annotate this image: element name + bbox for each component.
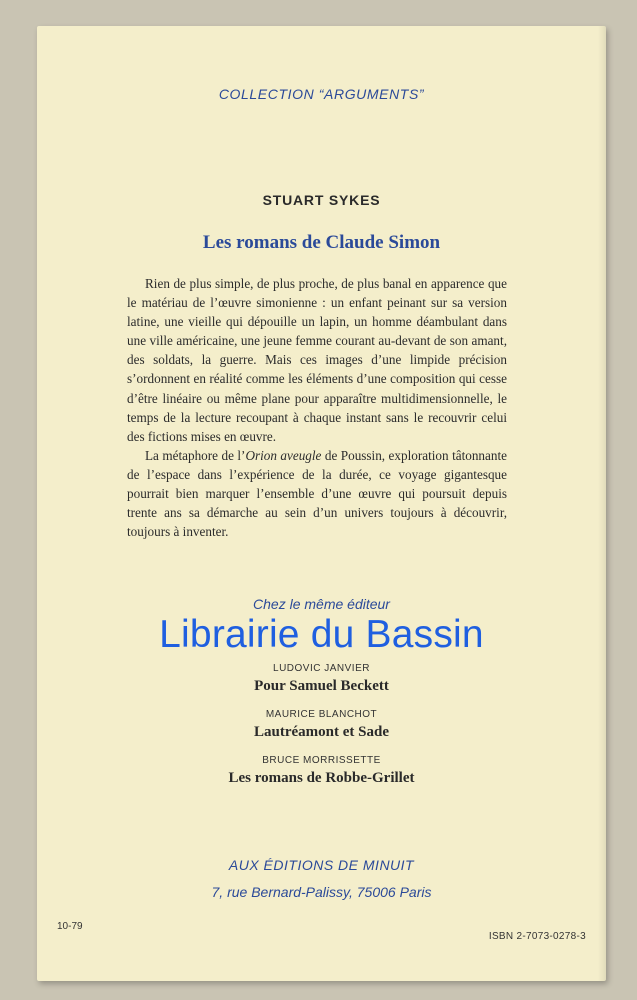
book-author: STUART SYKES [262, 192, 381, 208]
other-book-title-1: Pour Samuel Beckett [254, 678, 389, 694]
print-code: 10-79 [57, 921, 83, 932]
blurb-text [127, 274, 507, 541]
book-title: Les romans de Claude Simon [202, 232, 441, 253]
bookseller-watermark: Librairie du Bassin [159, 613, 484, 656]
other-book-author-1: LUDOVIC JANVIER [273, 663, 370, 674]
isbn: ISBN 2-7073-0278-3 [488, 931, 586, 942]
same-publisher-heading: Chez le même éditeur [253, 596, 390, 612]
publisher-address: 7, rue Bernard-Palissy, 75006 Paris [211, 884, 432, 900]
other-book-author-2: MAURICE BLANCHOT [265, 709, 378, 720]
blurb-artwork-title: Orion aveugle [245, 447, 322, 463]
book-back-cover [37, 26, 606, 981]
blurb-paragraph-2 [127, 446, 507, 541]
collection-name: COLLECTION “ARGUMENTS” [218, 86, 425, 102]
other-book-title-3: Les romans de Robbe-Grillet [228, 770, 415, 786]
publisher-name: AUX ÉDITIONS DE MINUIT [228, 857, 415, 873]
blurb-paragraph-1: Rien de plus simple, de plus proche, de plus banal en apparence que le matériau de l’œuvre simonienne : un enfant peinant sur sa version latine, une vieille qui dépouille un lapin, un homme déambulant dans une ville américaine, une jeune femme courant au-devant de son amant, des soldats, la guerre. Mais ces images d’une limpide précision s’ordonnent en réalité comme les éléments d’une composition qui cesse d’être linéaire ou même plane pour apparaître multidimensionnelle, le temps de la lecture recoupant à chaque instant sans le recouvrir celui des fictions mises en œuvre. [127, 276, 507, 444]
other-book-title-2: Lautréamont et Sade [254, 724, 389, 740]
blurb-p2-end: de Poussin, exploration tâtonnante de l’espace dans l’expérience de la durée, ce voyage gigantesque pourrait bien marquer l’ensemble d’une œuvre qui poursuit depuis trente ans sa démarche au sein d’un univers toujours à découvrir, toujours à inventer. [127, 447, 507, 540]
other-book-author-3: BRUCE MORRISSETTE [262, 755, 381, 766]
blurb-p2-start: La métaphore de l’ [145, 447, 246, 463]
